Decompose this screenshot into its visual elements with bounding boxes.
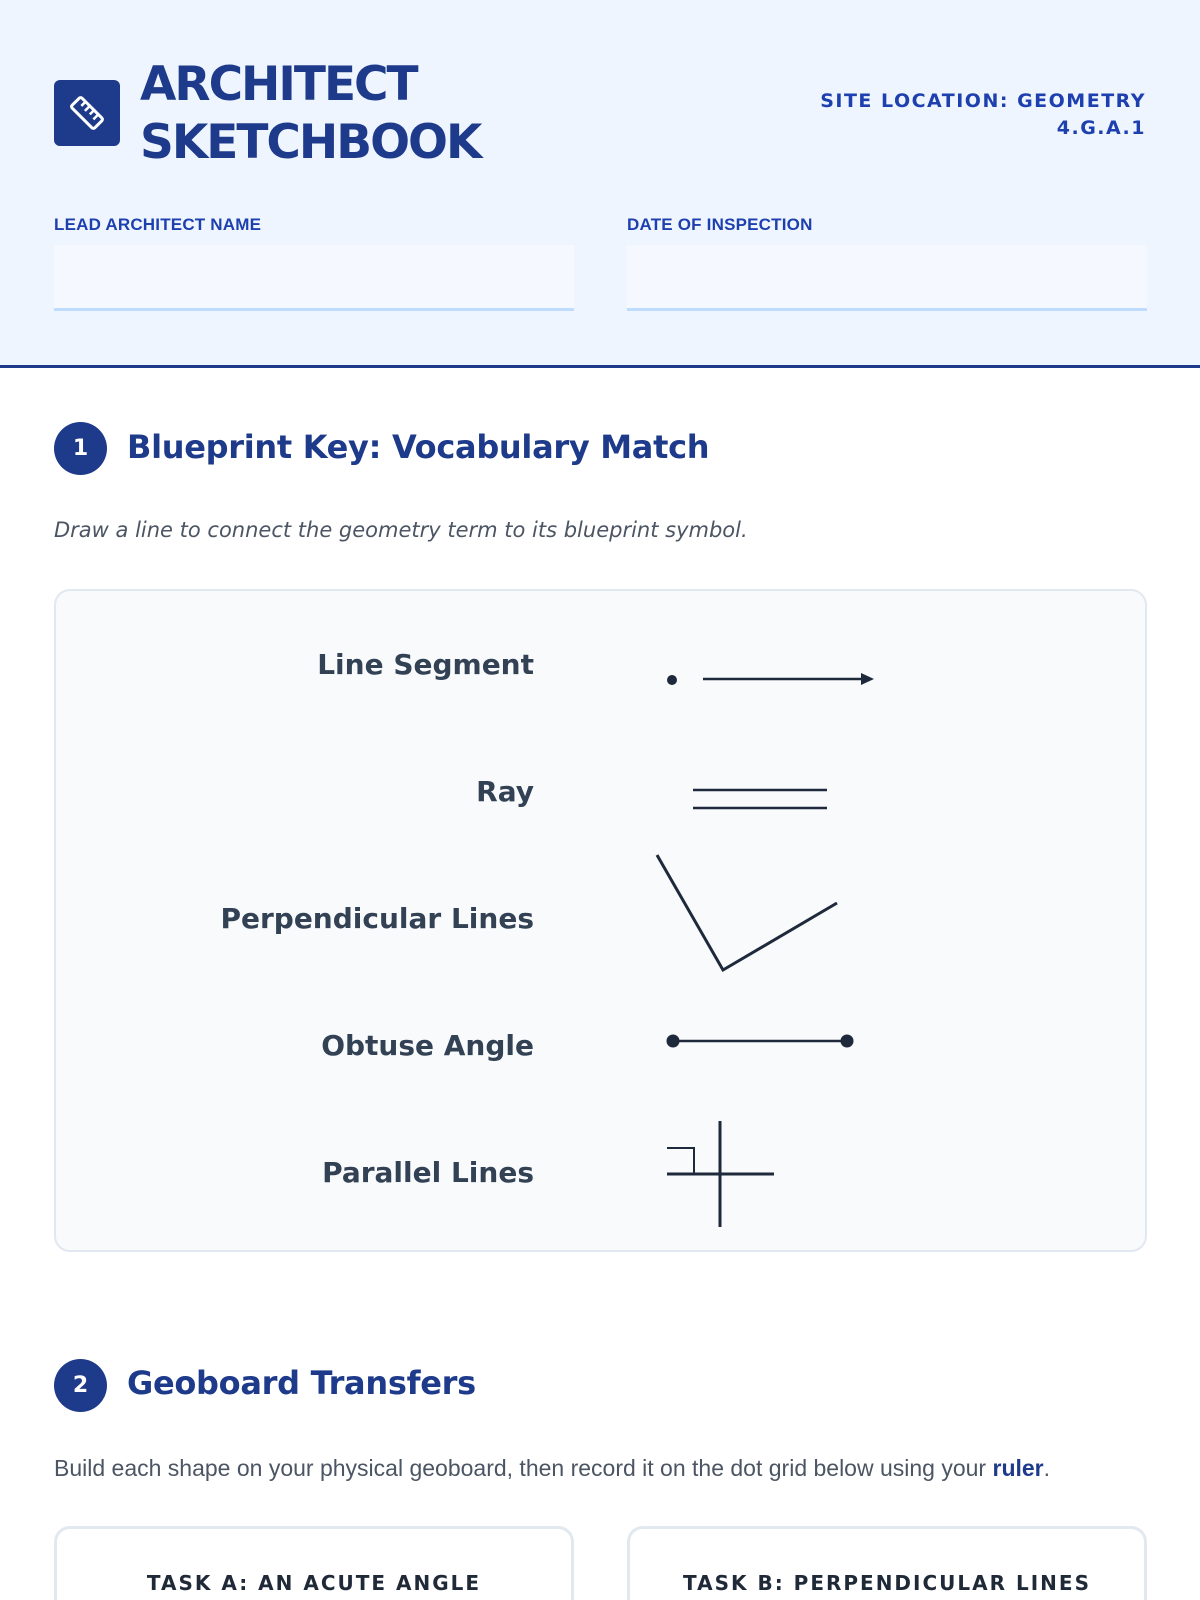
task-a-card[interactable] [54, 1526, 574, 1600]
site-location [786, 88, 1146, 142]
ruler-emphasis: ruler [992, 1455, 1044, 1481]
site-location-line-2: 4.G.A.1 [1056, 117, 1146, 139]
section-2-instruction-text: Build each shape on your physical geoboard, then record it on the dot grid below using your [54, 1455, 993, 1481]
title-line-2: SKETCHBOOK [140, 115, 481, 170]
term-obtuse-angle[interactable]: Obtuse Angle [321, 1029, 534, 1062]
task-b-title: TASK B: PERPENDICULAR LINES [683, 1571, 1091, 1595]
inspection-date-label: DATE OF INSPECTION [627, 215, 813, 234]
section-1-number: 1 [54, 422, 107, 475]
lead-architect-label: LEAD ARCHITECT NAME [54, 215, 262, 234]
term-ray[interactable]: Ray [476, 775, 534, 808]
task-b-card[interactable] [627, 1526, 1147, 1600]
section-2-number: 2 [54, 1359, 107, 1412]
term-perpendicular-lines[interactable]: Perpendicular Lines [220, 902, 534, 935]
logo-badge [54, 80, 120, 146]
inspection-date-input[interactable] [627, 245, 1147, 311]
section-1-instruction: Draw a line to connect the geometry term to its blueprint symbol. [54, 518, 748, 542]
section-2-title: Geoboard Transfers [127, 1364, 476, 1402]
section-1-title: Blueprint Key: Vocabulary Match [127, 428, 710, 466]
ruler-icon [67, 93, 107, 133]
worksheet-header [0, 0, 1200, 368]
section-2-instruction [54, 1455, 1050, 1482]
task-a-title: TASK A: AN ACUTE ANGLE [146, 1571, 482, 1595]
lead-architect-input[interactable] [54, 245, 574, 311]
term-parallel-lines[interactable]: Parallel Lines [322, 1156, 534, 1189]
page-title [140, 56, 480, 172]
site-location-line-1: SITE LOCATION: GEOMETRY [820, 90, 1146, 112]
section-2-instruction-end: . [1043, 1455, 1051, 1481]
title-line-1: ARCHITECT [140, 57, 417, 112]
term-line-segment[interactable]: Line Segment [317, 648, 534, 681]
